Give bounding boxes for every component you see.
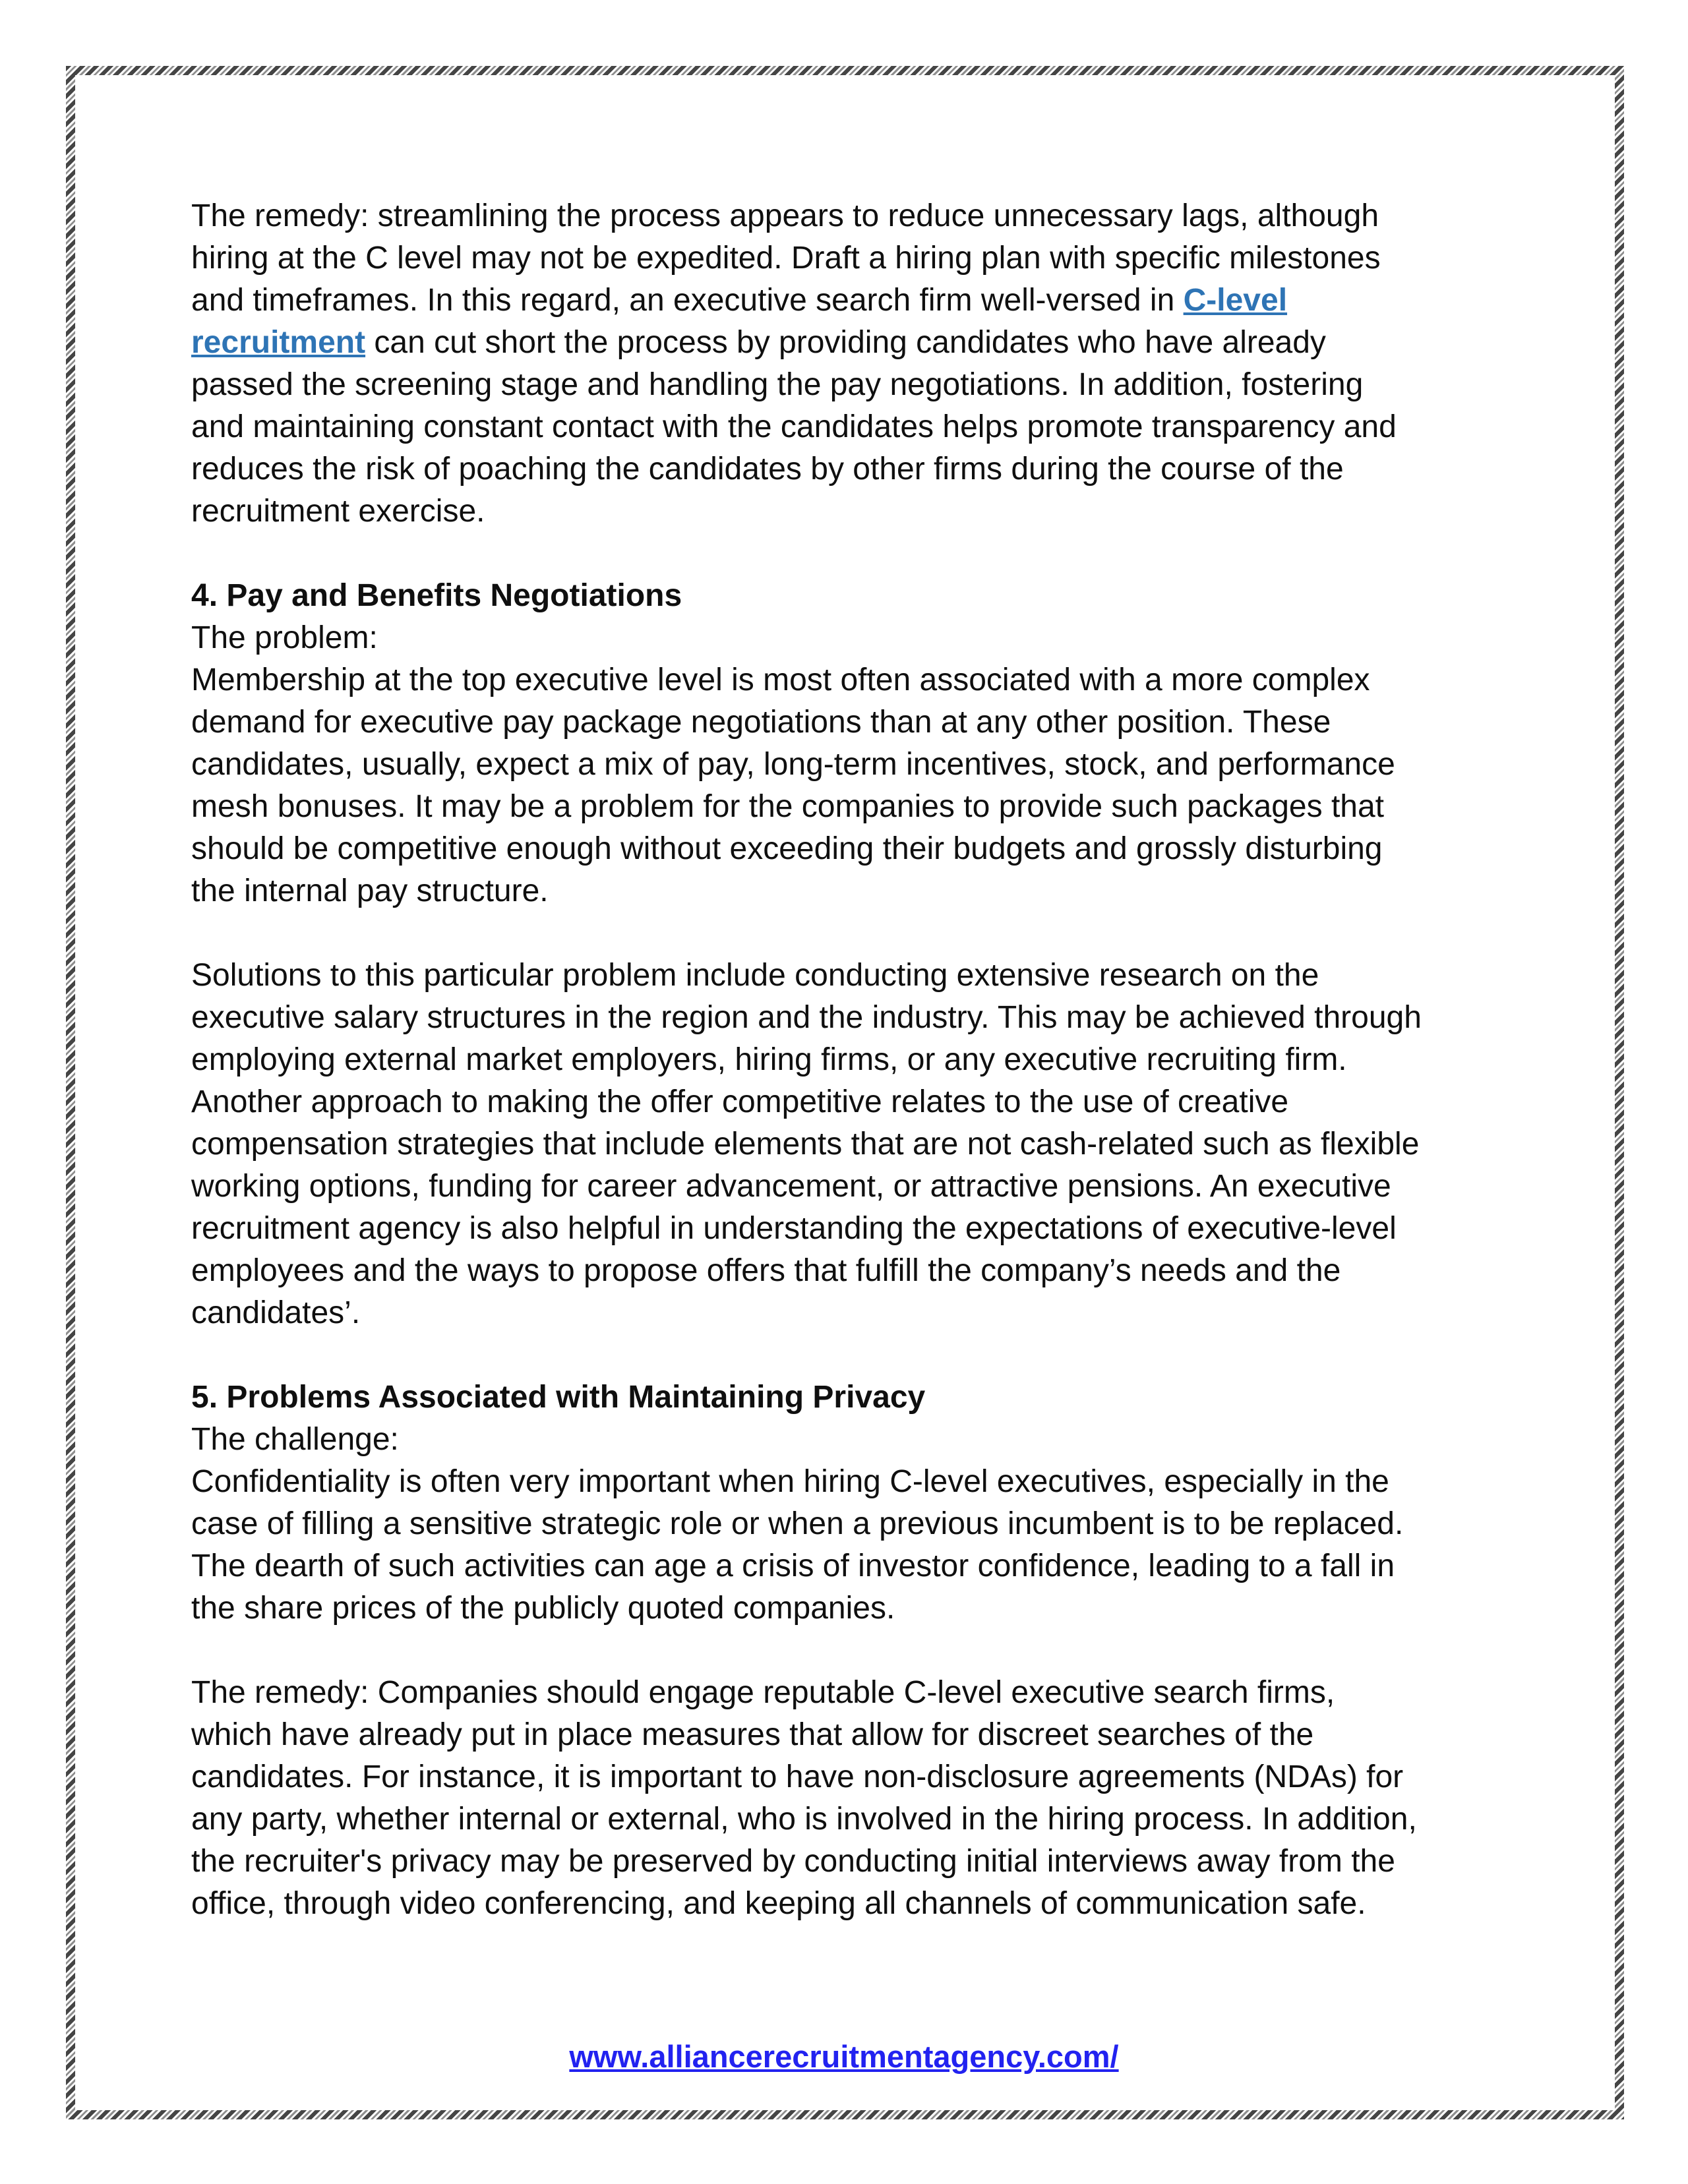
section-4-problem-paragraph: Membership at the top executive level is most often associated with a more complex demand for executive pay package negotiations than at any other position. These candidates, usually, expect a mix of pay, long-term incentives, stock, and performance mesh bonuses. It may be a problem for the companies to provide such packages that should be competitive enough without exceeding their budgets and grossly disturbing the internal pay structure. bbox=[191, 663, 1395, 908]
section-4-heading: 4. Pay and Benefits Negotiations bbox=[191, 578, 682, 613]
section-4-problem-label: The problem: bbox=[191, 620, 378, 655]
intro-text-before-link: The remedy: streamlining the process appears to reduce unnecessary lags, although hiring at the C level may not be expedited. Draft a hiring plan with specific milestones and timeframes. In this regard, an executive search firm well-versed in bbox=[191, 198, 1381, 318]
c-level-recruitment-link[interactable]: C-level recruitment bbox=[191, 283, 1288, 360]
page-content bbox=[191, 195, 1424, 1925]
agency-website-link[interactable]: www.alliancerecruitmentagency.com/ bbox=[569, 2039, 1119, 2074]
section-5-heading: 5. Problems Associated with Maintaining Privacy bbox=[191, 1380, 926, 1415]
section-5-remedy-paragraph: The remedy: Companies should engage reputable C-level executive search firms, which have already put in place measures that allow for discreet searches of the candidates. For instance, it is important to have non-disclosure agreements (NDAs) for any party, whether internal or external, who is involved in the hiring process. In addition, the recruiter's privacy may be preserved by conducting initial interviews away from the office, through video conferencing, and keeping all channels of communication safe. bbox=[191, 1675, 1417, 1921]
intro-text-after-link: can cut short the process by providing candidates who have already passed the screening stage and handling the pay negotiations. In addition, fostering and maintaining constant contact with the candidates helps promote transparency and reduces the risk of poaching the candidates by other firms during the course of the recruitment exercise. bbox=[191, 325, 1397, 529]
section-4-solutions-paragraph: Solutions to this particular problem include conducting extensive research on the executive salary structures in the region and the industry. This may be achieved through employing external market employers, hiring firms, or any executive recruiting firm. Another approach to making the offer competitive relates to the use of creative compensation strategies that include elements that are not cash-related such as flexible working options, funding for career advancement, or attractive pensions. An executive recruitment agency is also helpful in understanding the expectations of executive-level employees and the ways to propose offers that fulfill the company’s needs and the candidates’. bbox=[191, 958, 1422, 1330]
section-5-challenge-label: The challenge: bbox=[191, 1422, 399, 1457]
page-footer bbox=[0, 2038, 1688, 2075]
intro-paragraph bbox=[191, 195, 1424, 533]
section-5-challenge-paragraph: Confidentiality is often very important when hiring C-level executives, especially in the case of filling a sensitive strategic role or when a previous incumbent is to be replaced. The dearth of such activities can age a crisis of investor confidence, leading to a fall in the share prices of the publicly quoted companies. bbox=[191, 1464, 1404, 1626]
